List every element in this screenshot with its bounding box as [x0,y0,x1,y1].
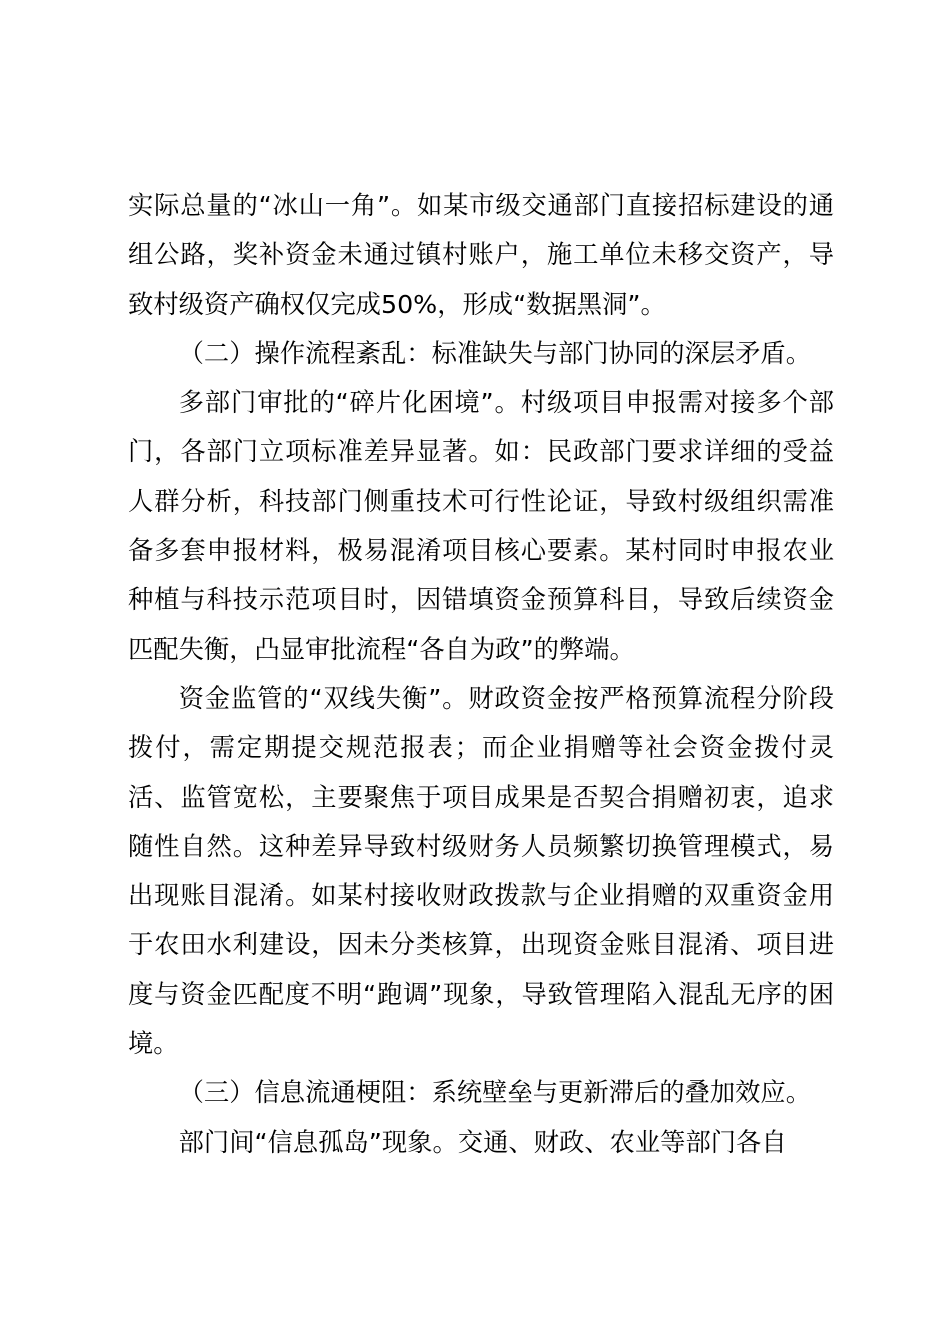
section-heading-2: （二）操作流程紊乱：标准缺失与部门协同的深层矛盾。 [178,338,812,368]
paragraph-fund-supervision: 资金监管的“双线失衡”。财政资金按严格预算流程分阶段拨付，需定期提交规范报表；而企业捐赠等社会资金拨付灵活、监管宽松，主要聚焦于项目成果是否契合捐赠初衷，追求随性自然。这种差异导致村级财务人员频繁切换管理模式，易出现账目混淆。如某村接收财政拨款与企业捐赠的双重资金用于农田水利建设，因未分类核算，出现资金账目混淆、项目进度与资金匹配度不明“跑调”现象，导致管理陷入混乱无序的困境。 [128,683,834,1059]
paragraph-approval-fragmentation: 多部门审批的“碎片化困境”。村级项目申报需对接多个部门，各部门立项标准差异显著。如：民政部门要求详细的受益人群分析，科技部门侧重技术可行性论证，导致村级组织需准备多套申报材料，极易混淆项目核心要素。某村同时申报农业种植与科技示范项目时，因错填资金预算科目，导致后续资金匹配失衡，凸显审批流程“各自为政”的弊端。 [128,388,834,664]
paragraph-information-islands: 部门间“信息孤岛”现象。交通、财政、农业等部门各自 [178,1127,787,1157]
section-heading-3: （三）信息流通梗阻：系统壁垒与更新滞后的叠加效应。 [178,1078,812,1108]
paragraph-continued: 实际总量的“冰山一角”。如某市级交通部门直接招标建设的通组公路，奖补资金未通过镇村账户，施工单位未移交资产，导致村级资产确权仅完成50%，形成“数据黑洞”。 [128,191,834,319]
document-body [128,181,834,1167]
